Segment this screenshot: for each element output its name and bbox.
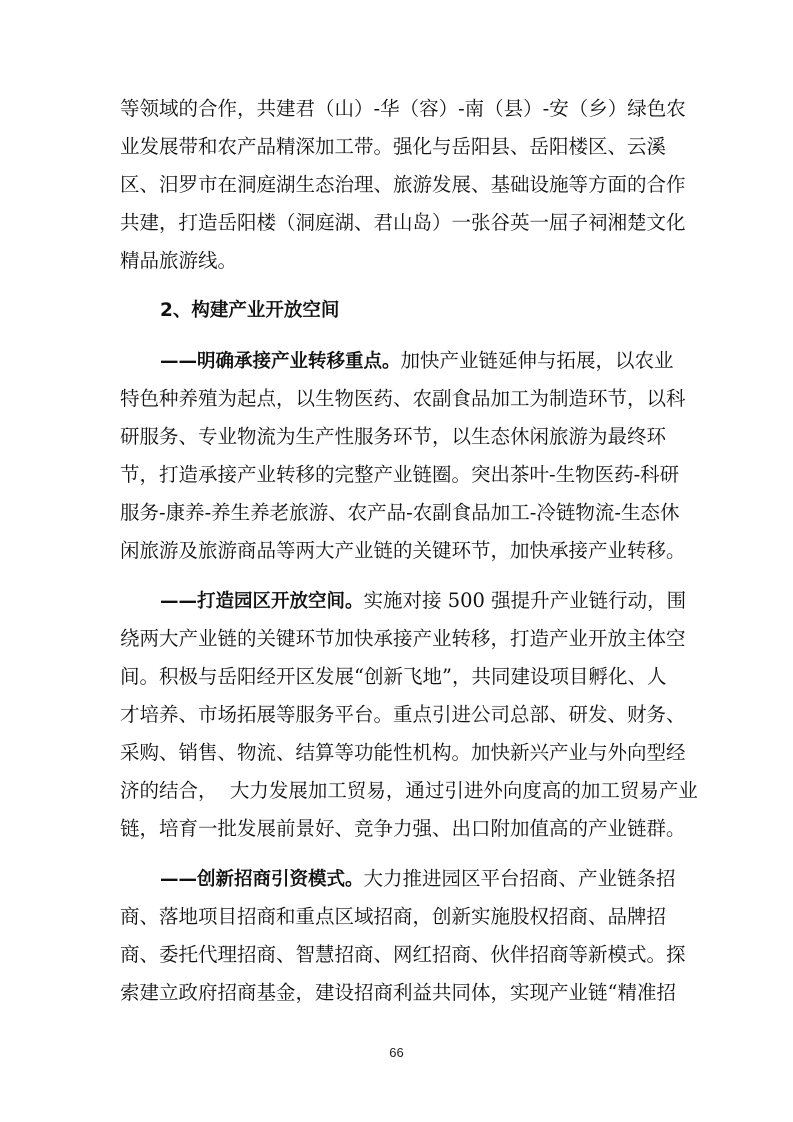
body-text-line: 闲旅游及旅游商品等两大产业链的关键环节，加快承接产业转移。 — [120, 539, 686, 562]
body-text-line: 服务-康养-养生养老旅游、农产品-农副食品加工-冷链物流-生态休 — [120, 501, 680, 524]
paragraph-lead: ——明确承接产业转移重点。 — [160, 351, 401, 372]
body-text-line: 间。积极与岳阳经开区发展“创新飞地”，共同建设项目孵化、人 — [120, 665, 667, 688]
paragraph-lead: ——打造园区开放空间。 — [160, 591, 364, 612]
body-text-line: 研服务、专业物流为生产性服务环节，以生态休闲旅游为最终环 — [120, 425, 667, 448]
body-text-line: 精品旅游线。 — [120, 249, 238, 272]
paragraph-text: 大力推进园区平台招商、产业链条招 — [363, 867, 676, 890]
body-text-line: 等领域的合作，共建君（山）-华（容）-南（县）-安（乡）绿色农 — [120, 97, 686, 120]
body-text-line: 绕两大产业链的关键环节加快承接产业转移，打造产业开放主体空 — [120, 627, 686, 650]
paragraph-first-line — [160, 584, 686, 618]
paragraph-first-line — [160, 344, 674, 378]
paragraph-text: 实施对接 500 强提升产业链行动，围 — [363, 589, 687, 612]
body-text-line: 共建，打造岳阳楼（洞庭湖、君山岛）一张谷英一屈子祠湘楚文化 — [120, 211, 686, 234]
section-heading: 2、构建产业开放空间 — [160, 300, 340, 321]
body-text-line: 索建立政府招商基金，建设招商利益共同体，实现产业链“精准招 — [120, 981, 676, 1004]
paragraph-text: 加快产业链延伸与拓展，以农业 — [400, 349, 674, 372]
body-text-line: 商、落地项目招商和重点区域招商，创新实施股权招商、品牌招 — [120, 905, 667, 928]
body-text-line: 特色种养殖为起点，以生物医药、农副食品加工为制造环节，以科 — [120, 387, 686, 410]
body-text-line: 济的结合， 大力发展加工贸易，通过引进外向度高的加工贸易产业 — [120, 779, 698, 802]
body-text-line: 链，培育一批发展前景好、竞争力强、出口附加值高的产业链群。 — [120, 817, 686, 840]
body-text-line: 业发展带和农产品精深加工带。强化与岳阳县、岳阳楼区、云溪 — [120, 135, 667, 158]
body-text-line: 区、汨罗市在洞庭湖生态治理、旅游发展、基础设施等方面的合作 — [120, 173, 686, 196]
body-text-line: 采购、销售、物流、结算等功能性机构。加快新兴产业与外向型经 — [120, 741, 686, 764]
body-text-line: 才培养、市场拓展等服务平台。重点引进公司总部、研发、财务、 — [120, 703, 686, 726]
page-number: 66 — [389, 1045, 404, 1060]
body-text-line: 节，打造承接产业转移的完整产业链圈。突出茶叶-生物医药-科研 — [120, 463, 680, 486]
body-text-line: 商、委托代理招商、智慧招商、网红招商、伙伴招商等新模式。探 — [120, 943, 686, 966]
paragraph-lead: ——创新招商引资模式。 — [160, 869, 364, 890]
paragraph-first-line — [160, 862, 676, 896]
